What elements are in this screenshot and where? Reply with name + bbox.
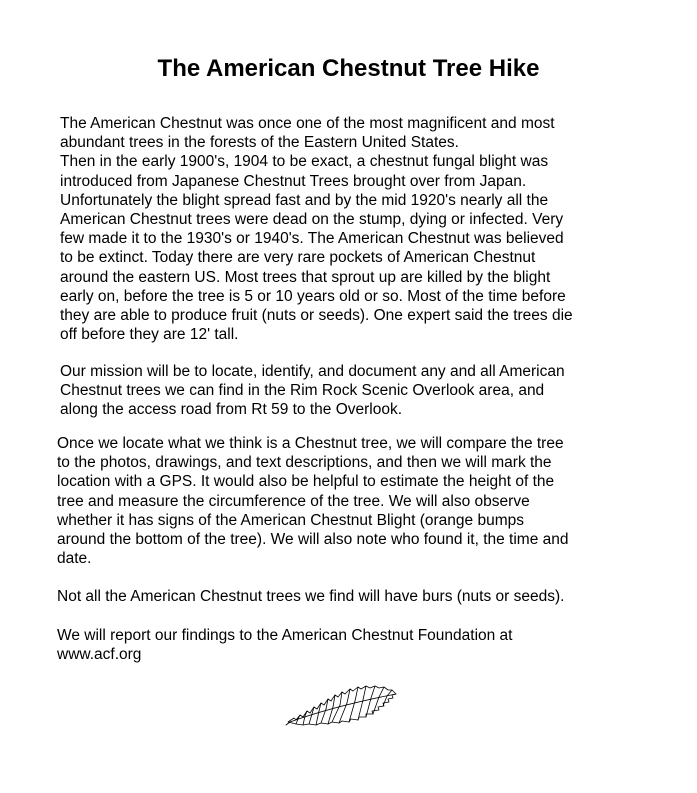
text-line: off before they are 12' tall.	[60, 326, 239, 344]
text-line: around the eastern US. Most trees that sprout up are killed by the blight	[60, 268, 551, 286]
text-line: whether it has signs of the American Chestnut Blight (orange bumps	[57, 511, 524, 529]
text-line: Not all the American Chestnut trees we find will have burs (nuts or seeds).	[57, 588, 565, 605]
text-line: The American Chestnut was once one of the most magnificent and most	[60, 115, 555, 132]
text-line: to the photos, drawings, and text descriptions, and then we will mark the	[57, 454, 552, 472]
text-line: Chestnut trees we can find in the Rim Rock Scenic Overlook area, and	[60, 382, 545, 400]
text-line: date.	[57, 550, 92, 568]
page-title: The American Chestnut Tree Hike	[157, 55, 540, 82]
text-line: they are able to produce fruit (nuts or seeds). One expert said the trees die	[60, 307, 573, 325]
text-line: early on, before the tree is 5 or 10 years old or so. Most of the time before	[60, 287, 566, 305]
paragraph-procedure	[57, 434, 569, 568]
text-line: location with a GPS. It would also be helpful to estimate the height of the	[57, 473, 555, 491]
text-line: www.acf.org	[57, 646, 142, 664]
paragraph-report	[57, 626, 513, 664]
text-line: Once we locate what we think is a Chestnut tree, we will compare the tree	[57, 435, 564, 452]
text-line: Our mission will be to locate, identify, and document any and all American	[60, 363, 565, 380]
text-line: Then in the early 1900's, 1904 to be exact, a chestnut fungal blight was	[60, 153, 549, 171]
paragraph-history	[60, 114, 573, 344]
text-line: American Chestnut trees were dead on the stump, dying or infected. Very	[60, 211, 564, 229]
paragraph-mission	[60, 362, 565, 420]
text-line: abundant trees in the forests of the Eastern United States.	[60, 134, 459, 152]
text-line: around the bottom of the tree). We will also note who found it, the time and	[57, 531, 569, 549]
text-line: along the access road from Rt 59 to the Overlook.	[60, 401, 403, 419]
text-line: few made it to the 1930's or 1940's. The American Chestnut was believed	[60, 230, 564, 248]
chestnut-leaf-icon	[284, 680, 402, 728]
text-line: to be extinct. Today there are very rare pockets of American Chestnut	[60, 249, 536, 267]
text-line: tree and measure the circumference of the tree. We will also observe	[57, 492, 530, 510]
text-line: Unfortunately the blight spread fast and by the mid 1920's nearly all the	[60, 191, 549, 209]
text-line: We will report our findings to the American Chestnut Foundation at	[57, 627, 513, 644]
paragraph-burs-note	[57, 587, 564, 606]
text-line: introduced from Japanese Chestnut Trees brought over from Japan.	[60, 172, 527, 190]
